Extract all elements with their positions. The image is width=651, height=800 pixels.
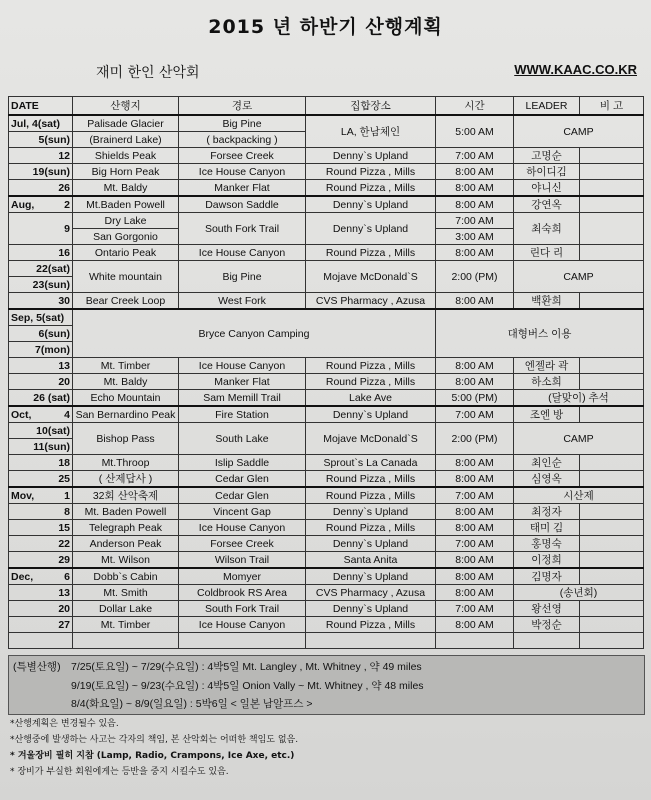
place-cell: Palisade Glacier [73,115,179,132]
date-cell: 22 [9,536,73,552]
note-cell [580,601,644,617]
time-cell: 8:00 AM [436,520,514,536]
route-cell: Islip Saddle [179,455,306,471]
date-cell: 19(sun) [9,164,73,180]
time-cell: 8:00 AM [436,374,514,390]
header-leader: LEADER [514,97,580,116]
place-cell: (Brainerd Lake) [73,132,179,148]
note-cell [580,633,644,649]
day-label: 2 [64,198,70,211]
schedule-table [8,96,644,649]
route-cell: Cedar Glen [179,487,306,504]
route-cell: South Lake [179,423,306,455]
place-cell: Telegraph Peak [73,520,179,536]
place-cell: White mountain [73,261,179,293]
time-cell: 7:00 AM [436,487,514,504]
meet-cell: Denny`s Upland [306,406,436,423]
date-cell: 22(sat) [9,261,73,277]
table-row [9,196,644,213]
table-row [9,617,644,633]
route-cell: Ice House Canyon [179,245,306,261]
note-line: * 장비가 부실한 회원에게는 등반을 중지 시킬수도 있음. [10,767,229,777]
date-cell: 29 [9,552,73,569]
meet-cell: Denny`s Upland [306,568,436,585]
special-line-3: 8/4(화요일) ~ 8/9(일요일) : 5박6일 < 일본 남알프스 > [71,698,313,710]
meet-cell: Denny`s Upland [306,601,436,617]
meet-cell: CVS Pharmacy , Azusa [306,293,436,310]
day-label: 6 [64,570,70,583]
place-cell: Mt.Baden Powell [73,196,179,213]
date-cell: 11(sun) [9,439,73,455]
table-row [9,455,644,471]
route-cell [179,633,306,649]
table-row [9,520,644,536]
time-cell: 2:00 (PM) [436,261,514,293]
leader-cell: 조엔 방 [514,406,580,423]
meet-cell: Round Pizza , Mills [306,358,436,374]
note-cell: CAMP [514,115,644,148]
day-label: 4 [64,408,70,421]
date-cell: 12 [9,148,73,164]
table-row [9,390,644,407]
leader-cell: 심영옥 [514,471,580,488]
leader-cell: 린다 리 [514,245,580,261]
route-cell: Big Pine [179,115,306,132]
time-cell: 8:00 AM [436,552,514,569]
date-cell: 13 [9,358,73,374]
leader-cell: 박정순 [514,617,580,633]
note-cell [580,617,644,633]
meet-cell: CVS Pharmacy , Azusa [306,585,436,601]
place-cell: Mt. Smith [73,585,179,601]
note-cell [580,293,644,310]
meet-cell: Denny`s Upland [306,196,436,213]
meet-cell: Denny`s Upland [306,504,436,520]
route-cell: Sam Memill Trail [179,390,306,407]
route-cell: West Fork [179,293,306,310]
table-row [9,180,644,197]
note-cell [580,520,644,536]
place-cell: Mt. Baldy [73,374,179,390]
table-row [9,293,644,310]
meet-cell: Round Pizza , Mills [306,374,436,390]
time-cell: 8:00 AM [436,245,514,261]
time-cell: 8:00 AM [436,617,514,633]
route-cell: South Fork Trail [179,213,306,245]
place-cell: Mt. Wilson [73,552,179,569]
table-row [9,487,644,504]
date-cell [9,196,73,213]
route-cell: Dawson Saddle [179,196,306,213]
leader-cell: 강연옥 [514,196,580,213]
time-cell: 5:00 AM [436,115,514,148]
table-row [9,471,644,488]
time-cell: 8:00 AM [436,568,514,585]
leader-cell: 왕선영 [514,601,580,617]
time-cell: 3:00 AM [436,229,514,245]
date-cell: 20 [9,374,73,390]
route-cell: Forsee Creek [179,148,306,164]
table-row [9,374,644,390]
date-cell: Jul, 4(sat) [9,115,73,132]
meet-cell: Round Pizza , Mills [306,520,436,536]
note-cell: CAMP [514,261,644,293]
route-cell: South Fork Trail [179,601,306,617]
leader-cell: 최숙희 [514,213,580,245]
leader-cell: 최인순 [514,455,580,471]
date-cell [9,487,73,504]
table-row [9,536,644,552]
place-cell [73,633,179,649]
leader-cell: 이정희 [514,552,580,569]
meet-cell: Denny`s Upland [306,213,436,245]
table-row [9,148,644,164]
meet-cell: Lake Ave [306,390,436,407]
note-cell [580,455,644,471]
place-cell: Mt.Throop [73,455,179,471]
table-row [9,585,644,601]
day-label: 1 [64,489,70,502]
route-cell: Manker Flat [179,180,306,197]
table-row [9,309,644,326]
date-cell: 8 [9,504,73,520]
time-cell: 7:00 AM [436,213,514,229]
route-cell: Ice House Canyon [179,164,306,180]
notes-block [10,716,298,780]
place-cell: Mt. Baden Powell [73,504,179,520]
table-row [9,601,644,617]
date-cell: 18 [9,455,73,471]
date-cell: Sep, 5(sat) [9,309,73,326]
time-cell: 7:00 AM [436,601,514,617]
date-cell: 26 [9,180,73,197]
time-cell: 8:00 AM [436,164,514,180]
date-cell: 5(sun) [9,132,73,148]
header-meet: 집합장소 [306,97,436,116]
place-cell: ( 산제답사 ) [73,471,179,488]
route-cell: ( backpacking ) [179,132,306,148]
date-cell [9,568,73,585]
table-row [9,504,644,520]
special-line-1: 7/25(토요일) ~ 7/29(수요일) : 4박5일 Mt. Langley , Mt. Whitney , 약 49 miles [71,661,422,673]
meet-cell [306,633,436,649]
place-cell: Echo Mountain [73,390,179,407]
note-cell [580,358,644,374]
note-cell [580,552,644,569]
note-line: *산행계획은 변경될수 있음. [10,719,119,729]
route-cell: Big Pine [179,261,306,293]
header-date: DATE [9,97,73,116]
leader-cell: 하소희 [514,374,580,390]
meet-cell: Santa Anita [306,552,436,569]
time-cell: 5:00 (PM) [436,390,514,407]
route-cell: Vincent Gap [179,504,306,520]
time-cell: 8:00 AM [436,196,514,213]
date-cell: 7(mon) [9,342,73,358]
leader-cell: 야니신 [514,180,580,197]
place-cell: Mt. Timber [73,358,179,374]
header-route: 경로 [179,97,306,116]
date-cell: 30 [9,293,73,310]
table-row [9,245,644,261]
note-cell: 대형버스 이용 [436,309,644,358]
time-cell: 8:00 AM [436,293,514,310]
table-row [9,633,644,649]
note-cell [580,504,644,520]
meet-cell: Denny`s Upland [306,148,436,164]
date-cell: 10(sat) [9,423,73,439]
place-cell: 32회 산악축제 [73,487,179,504]
place-cell: Anderson Peak [73,536,179,552]
date-cell: 13 [9,585,73,601]
place-cell: Bishop Pass [73,423,179,455]
note-cell [580,196,644,213]
time-cell: 7:00 AM [436,148,514,164]
website-link[interactable]: WWW.KAAC.CO.KR [514,62,637,77]
time-cell [436,633,514,649]
note-cell [580,471,644,488]
table-row [9,552,644,569]
leader-cell: 최정자 [514,504,580,520]
route-cell: Coldbrook RS Area [179,585,306,601]
route-cell: Manker Flat [179,374,306,390]
leader-cell: 김명자 [514,568,580,585]
month-label: Oct, [11,408,32,421]
date-cell: 15 [9,520,73,536]
table-header [9,97,644,116]
note-cell [580,148,644,164]
place-cell: Dry Lake [73,213,179,229]
special-label: (특별산행) [13,661,61,673]
table-row [9,115,644,132]
place-cell: San Gorgonio [73,229,179,245]
note-cell [580,213,644,245]
place-cell: Mt. Timber [73,617,179,633]
place-cell: Ontario Peak [73,245,179,261]
note-cell [580,164,644,180]
leader-cell: 엔젤라 곽 [514,358,580,374]
route-cell: Fire Station [179,406,306,423]
time-cell: 8:00 AM [436,455,514,471]
time-cell: 7:00 AM [436,536,514,552]
date-cell: 25 [9,471,73,488]
meet-cell: Sprout`s La Canada [306,455,436,471]
leader-cell: (달맞이) 추석 [514,390,644,407]
table-row [9,261,644,277]
time-cell: 8:00 AM [436,180,514,197]
date-cell: 16 [9,245,73,261]
date-cell: 26 (sat) [9,390,73,407]
header-note: 비 고 [580,97,644,116]
time-cell: 8:00 AM [436,471,514,488]
route-cell: Ice House Canyon [179,520,306,536]
table-row [9,358,644,374]
month-label: Dec, [11,570,34,583]
header-time: 시간 [436,97,514,116]
table-row [9,423,644,439]
place-cell: Bryce Canyon Camping [73,309,436,358]
date-cell: 9 [9,213,73,245]
leader-cell: 시산제 [514,487,644,504]
date-cell [9,633,73,649]
meet-cell: Round Pizza , Mills [306,487,436,504]
time-cell: 8:00 AM [436,358,514,374]
leader-cell: (송년회) [514,585,644,601]
table-row [9,406,644,423]
special-line-2: 9/19(토요일) ~ 9/23(수요일) : 4박5일 Onion Vally ~ Mt. Whitney , 약 48 miles [71,680,424,692]
meet-cell: Round Pizza , Mills [306,471,436,488]
note-cell [580,180,644,197]
note-cell [580,406,644,423]
date-cell [9,406,73,423]
meet-cell: Round Pizza , Mills [306,164,436,180]
header-place: 산행지 [73,97,179,116]
special-trips-box [8,655,645,715]
note-cell [580,245,644,261]
note-cell [580,374,644,390]
date-cell: 20 [9,601,73,617]
date-cell: 27 [9,617,73,633]
route-cell: Ice House Canyon [179,617,306,633]
month-label: Aug, [11,198,35,211]
meet-cell: LA, 한남체인 [306,115,436,148]
month-label: Mov, [11,489,35,502]
note-cell: CAMP [514,423,644,455]
route-cell: Forsee Creek [179,536,306,552]
place-cell: Mt. Baldy [73,180,179,197]
time-cell: 2:00 (PM) [436,423,514,455]
time-cell: 8:00 AM [436,504,514,520]
date-cell: 6(sun) [9,326,73,342]
note-cell [580,536,644,552]
time-cell: 8:00 AM [436,585,514,601]
club-name: 재미 한인 산악회 [96,65,200,81]
leader-cell [514,633,580,649]
leader-cell: 태미 김 [514,520,580,536]
meet-cell: Round Pizza , Mills [306,617,436,633]
note-cell [580,568,644,585]
meet-cell: Mojave McDonald`S [306,423,436,455]
route-cell: Ice House Canyon [179,358,306,374]
time-cell: 7:00 AM [436,406,514,423]
meet-cell: Round Pizza , Mills [306,180,436,197]
leader-cell: 하이디김 [514,164,580,180]
table-row [9,164,644,180]
place-cell: Shields Peak [73,148,179,164]
page-title: 2015 년 하반기 산행계획 [208,16,443,38]
place-cell: Bear Creek Loop [73,293,179,310]
place-cell: San Bernardino Peak [73,406,179,423]
table-row [9,213,644,229]
route-cell: Momyer [179,568,306,585]
leader-cell: 홍명숙 [514,536,580,552]
route-cell: Cedar Glen [179,471,306,488]
place-cell: Big Horn Peak [73,164,179,180]
route-cell: Wilson Trail [179,552,306,569]
date-cell: 23(sun) [9,277,73,293]
meet-cell: Round Pizza , Mills [306,245,436,261]
note-line: * 겨울장비 필히 지참 (Lamp, Radio, Crampons, Ice Axe, etc.) [10,751,295,761]
place-cell: Dollar Lake [73,601,179,617]
leader-cell: 백환희 [514,293,580,310]
table-row [9,568,644,585]
meet-cell: Denny`s Upland [306,536,436,552]
meet-cell: Mojave McDonald`S [306,261,436,293]
note-line: *산행중에 발생하는 사고는 각자의 책임, 본 산악회는 어떠한 책임도 없음. [10,735,299,745]
leader-cell: 고명순 [514,148,580,164]
place-cell: Dobb`s Cabin [73,568,179,585]
